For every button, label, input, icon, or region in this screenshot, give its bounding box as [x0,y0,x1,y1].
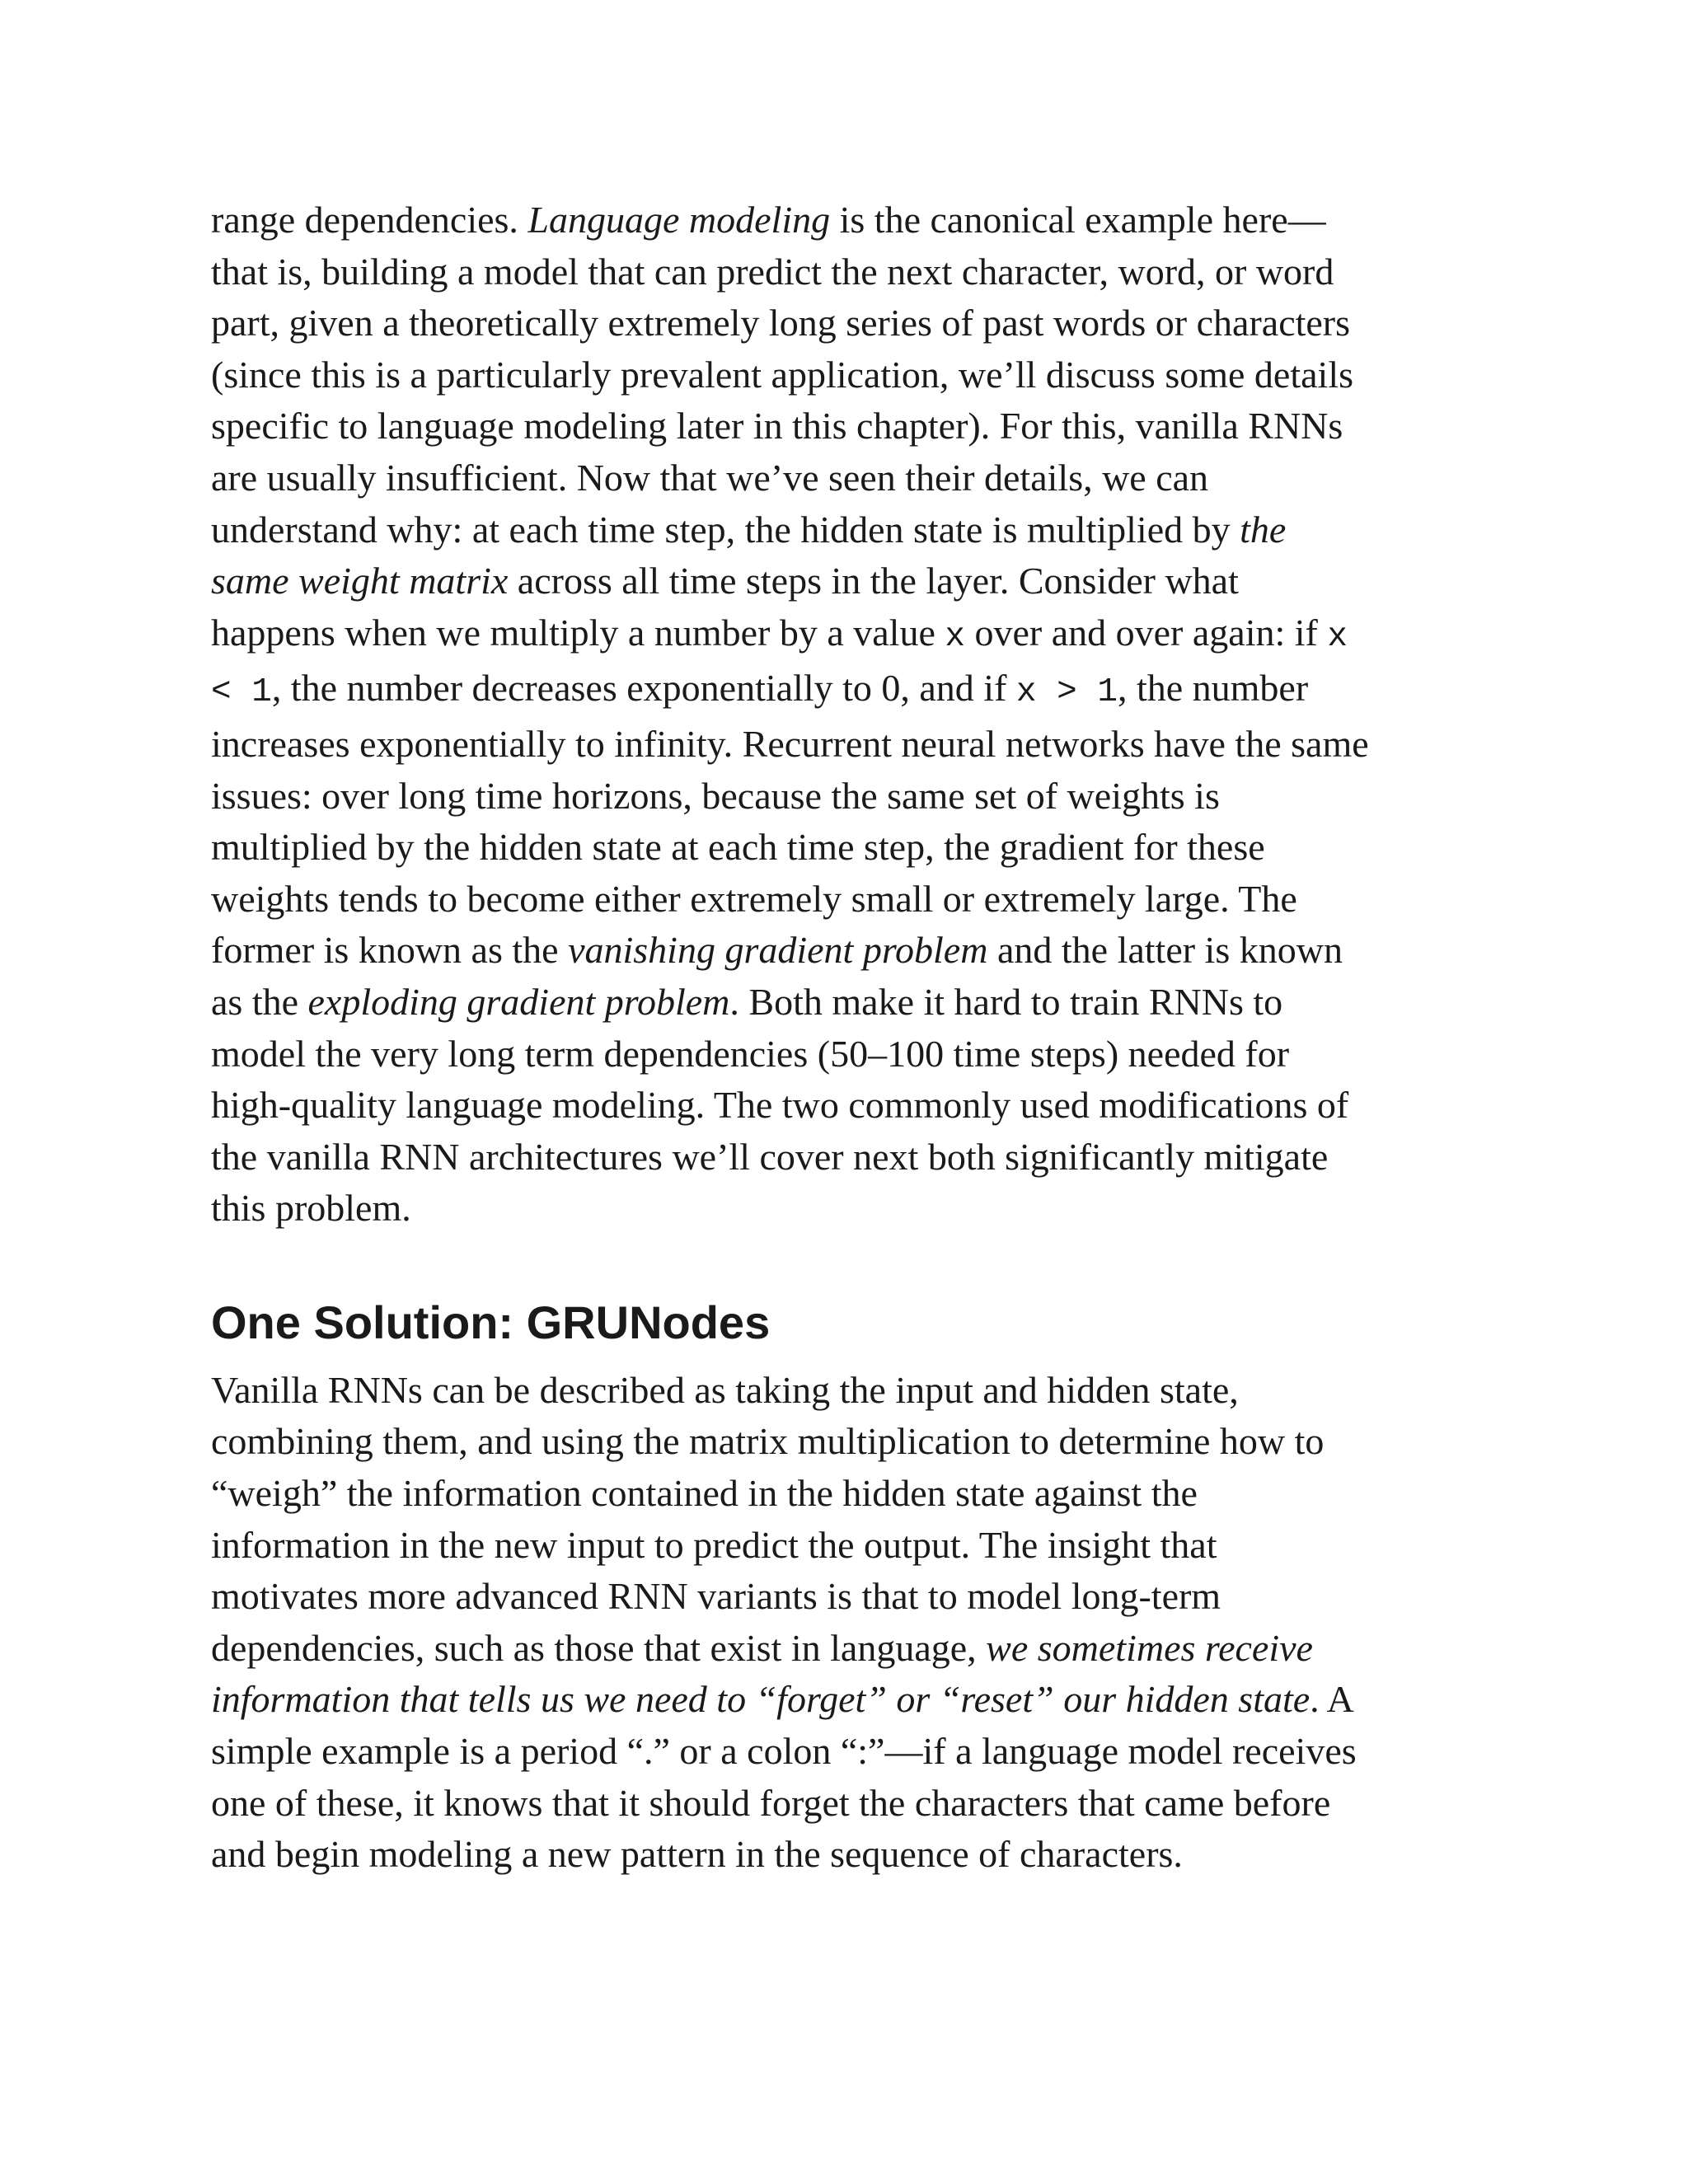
text-line: that is, building a model that can predict the next character, word, or word [211,250,1334,293]
text-line: as the exploding gradient problem. Both make it hard to train RNNs to [211,980,1283,1023]
text-line: same weight matrix across all time steps in the layer. Consider what [211,560,1239,602]
emphasis-text: vanishing gradient problem [568,929,988,972]
inline-code: x [1327,617,1348,656]
text-line: understand why: at each time step, the hidden state is multiplied by the [211,508,1287,551]
inline-code: x [945,617,965,656]
body-paragraph-2 [211,1365,1497,1881]
text-line: multiplied by the hidden state at each time step, the gradient for these [211,826,1265,869]
text-line: “weigh” the information contained in the hidden state against the [211,1472,1198,1515]
text-line: high-quality language modeling. The two commonly used modifications of [211,1084,1349,1127]
text-line: former is known as the vanishing gradient problem and the latter is known [211,929,1343,972]
text-line: increases exponentially to infinity. Recurrent neural networks have the same [211,722,1369,765]
text-line: weights tends to become either extremely small or extremely large. The [211,877,1297,920]
emphasis-text: exploding gradient problem [307,980,730,1023]
text-line: the vanilla RNN architectures we’ll cover next both significantly mitigate [211,1135,1329,1178]
text-line: and begin modeling a new pattern in the sequence of characters. [211,1833,1183,1876]
text-line: issues: over long time horizons, because the same set of weights is [211,774,1220,817]
emphasis-text: we sometimes receive [986,1626,1313,1669]
text-line: motivates more advanced RNN variants is that to model long-term [211,1575,1221,1618]
text-line: information in the new input to predict the output. The insight that [211,1523,1217,1566]
text-line: part, given a theoretically extremely long series of past words or characters [211,302,1351,344]
emphasis-text: same weight matrix [211,560,509,602]
text-line: dependencies, such as those that exist in language, we sometimes receive [211,1626,1313,1669]
text-line: combining them, and using the matrix multiplication to determine how to [211,1420,1325,1463]
text-line: information that tells us we need to “forget” or “reset” our hidden state. A [211,1678,1354,1721]
body-paragraph-1 [211,194,1497,1235]
document-page [211,194,1497,1881]
emphasis-text: the [1240,508,1287,551]
inline-code: x > 1 [1015,673,1118,712]
text-line: Vanilla RNNs can be described as taking the input and hidden state, [211,1368,1239,1411]
text-line: happens when we multiply a number by a value x over and over again: if x [211,611,1348,656]
text-line: range dependencies. Language modeling is the canonical example here— [211,199,1326,241]
text-line: this problem. [211,1187,411,1230]
section-heading: One Solution: GRUNodes [211,1296,771,1348]
text-line: simple example is a period “.” or a colon “:”—if a language model receives [211,1730,1357,1773]
emphasis-text: information that tells us we need to “forget” or “reset” our hidden state [211,1678,1311,1721]
text-line: < 1, the number decreases exponentially to 0, and if x > 1, the number [211,667,1309,712]
text-line: specific to language modeling later in this chapter). For this, vanilla RNNs [211,405,1343,448]
text-line: one of these, it knows that it should forget the characters that came before [211,1781,1331,1824]
inline-code: < 1 [211,673,272,712]
emphasis-text: Language modeling [528,199,831,241]
text-line: are usually insufficient. Now that we’ve seen their details, we can [211,456,1209,499]
text-line: (since this is a particularly prevalent application, we’ll discuss some details [211,353,1353,396]
text-line: model the very long term dependencies (50–100 time steps) needed for [211,1032,1290,1075]
